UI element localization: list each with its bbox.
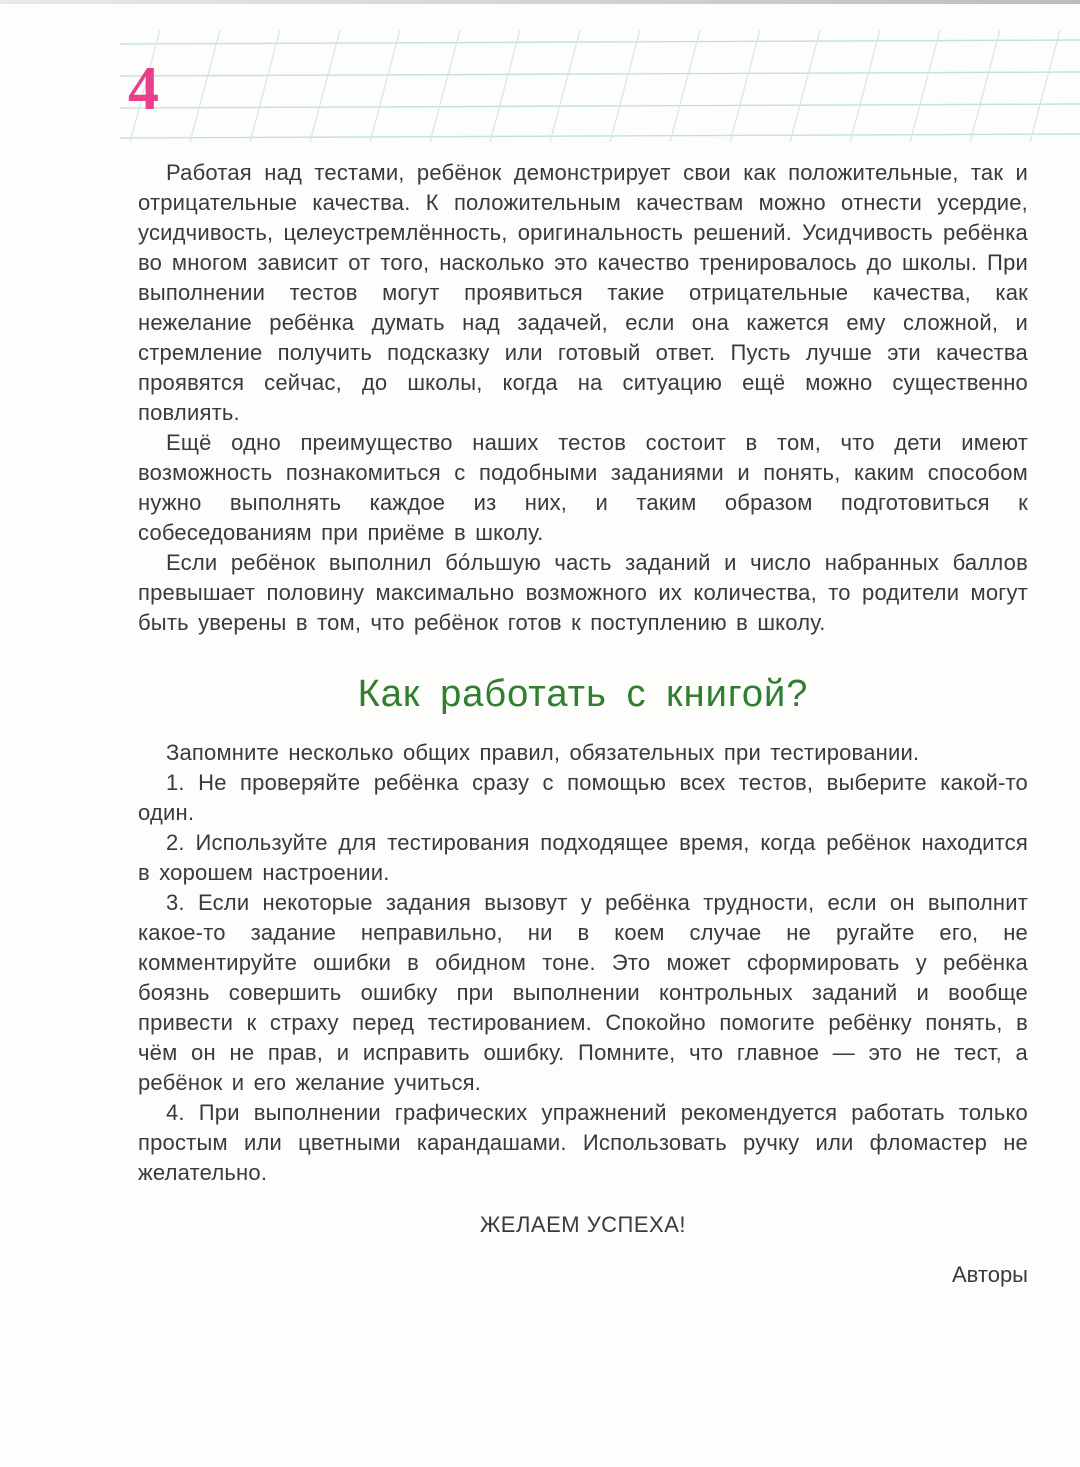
page-top-edge [0,0,1080,4]
intro-paragraph-3: Если ребёнок выполнил бóльшую часть заданий и число набранных баллов превышает половину максимально возможного их количества, то родители могут быть уверены в том, что ребёнок готов к поступлению в школу. [138,550,1028,635]
rules-lead: Запомните несколько общих правил, обязательных при тестировании. [166,740,920,765]
intro-paragraph-1: Работая над тестами, ребёнок демонстрирует свои как положительные, так и отрицательные качества. К положительным качествам можно отнести усердие, усидчивость, целеустремлённость, оригинальность решений. Усидчивость ребёнка во многом зависит от того, насколько это качество тренировалось до школы. При выполнении тестов могут проявиться такие отрицательные качества, как нежелание ребёнка думать над задачей, если она кажется ему сложной, и стремление получить подсказку или готовый ответ. Пусть лучше эти качества проявятся сейчас, до школы, когда на ситуацию ещё можно существенно повлиять. [138,160,1028,425]
authors-signature: Авторы [952,1262,1028,1287]
intro-text [138,158,1028,638]
page-number: 4 [128,55,159,123]
section-heading: Как работать с книгой? [357,673,809,715]
grid-lines [120,30,1080,142]
rules-list [138,738,1028,1188]
rule-item-3: 3. Если некоторые задания вызовут у ребёнка трудности, если он выполнит какое-то задание неправильно, ни в коем случае не ругайте его, не комментируйте ошибки в обидном тоне. Это может сформировать у ребёнка боязнь совершить ошибку при выполнении контрольных заданий и вообще привести к страху перед тестированием. Спокойно помогите ребёнку понять, в чём он не прав, и исправить ошибку. Помните, что главное — это не тест, а ребёнок и его желание учиться. [138,890,1028,1095]
rule-item-1: 1. Не проверяйте ребёнка сразу с помощью всех тестов, выберите какой-то один. [138,770,1028,825]
rule-item-4: 4. При выполнении графических упражнений рекомендуется работать только простым или цветными карандашами. Использовать ручку или фломастер не желательно. [138,1100,1028,1185]
intro-paragraph-2: Ещё одно преимущество наших тестов состоит в том, что дети имеют возможность познакомиться с подобными заданиями и понять, каким способом нужно выполнять каждое из них, и таким образом подготовиться к собеседованиям при приёме в школу. [138,430,1028,545]
rule-item-2: 2. Используйте для тестирования подходящее время, когда ребёнок находится в хорошем настроении. [138,830,1028,885]
handwriting-grid [120,30,1080,142]
closing-wish: ЖЕЛАЕМ УСПЕХА! [479,1212,687,1237]
page-content [138,158,1028,1290]
